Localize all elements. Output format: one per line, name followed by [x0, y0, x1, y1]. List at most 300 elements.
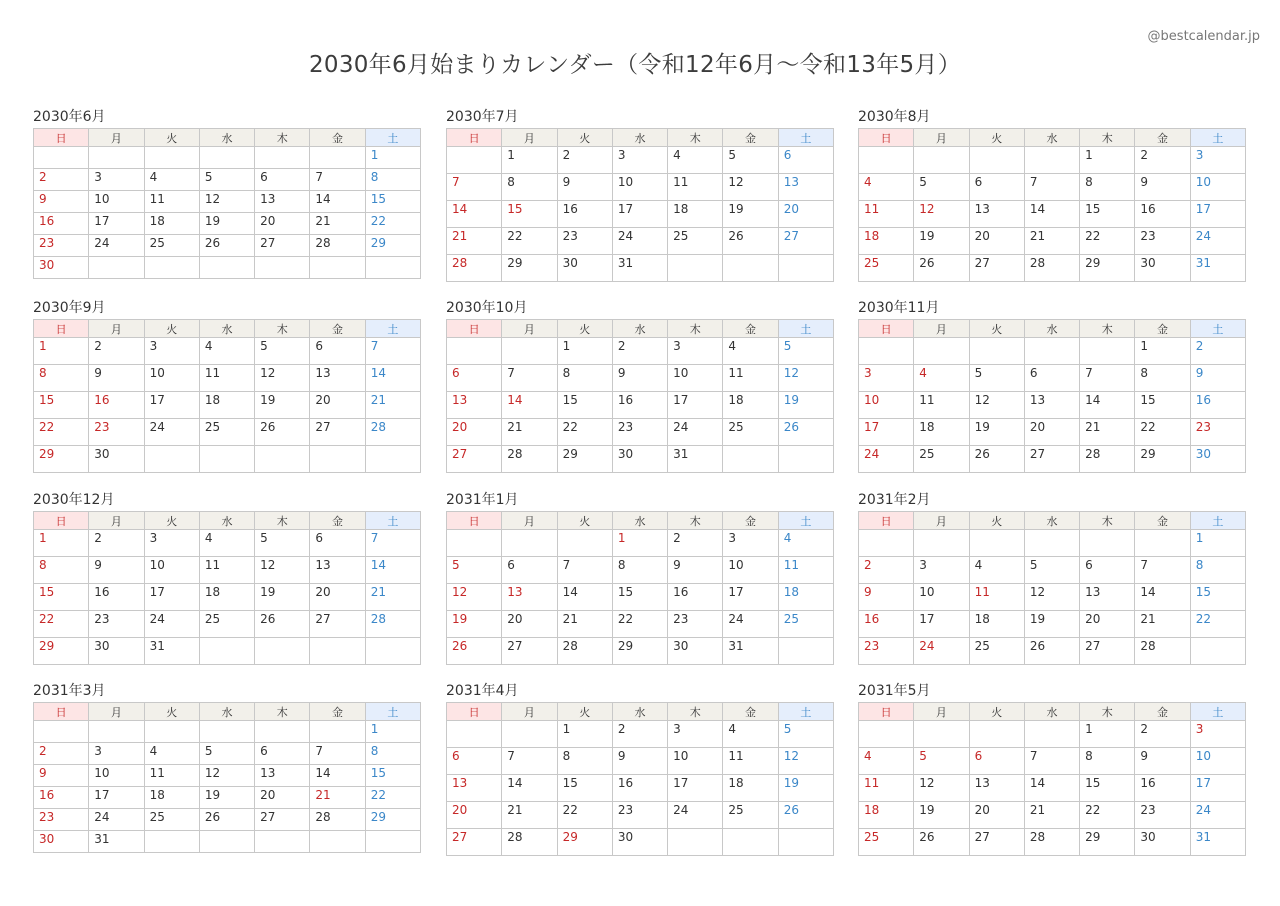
day-cell[interactable]: 19 — [778, 392, 833, 419]
day-cell[interactable]: 10 — [723, 557, 778, 584]
day-cell[interactable]: 11 — [199, 365, 254, 392]
day-cell[interactable]: 9 — [612, 748, 667, 775]
day-cell[interactable]: 22 — [1080, 228, 1135, 255]
day-cell[interactable]: 12 — [914, 775, 969, 802]
day-cell[interactable]: 24 — [723, 611, 778, 638]
day-cell[interactable]: 4 — [723, 721, 778, 748]
day-cell[interactable]: 18 — [969, 611, 1024, 638]
day-cell[interactable]: 6 — [1024, 365, 1079, 392]
day-cell[interactable]: 8 — [612, 557, 667, 584]
day-cell[interactable]: 12 — [447, 584, 502, 611]
day-cell[interactable]: 25 — [199, 611, 254, 638]
day-cell[interactable]: 26 — [969, 446, 1024, 473]
day-cell[interactable]: 23 — [89, 419, 144, 446]
day-cell[interactable]: 17 — [144, 584, 199, 611]
day-cell[interactable]: 16 — [557, 201, 612, 228]
day-cell[interactable]: 9 — [34, 191, 89, 213]
day-cell[interactable]: 26 — [255, 611, 310, 638]
day-cell[interactable]: 2 — [89, 530, 144, 557]
day-cell[interactable]: 9 — [1190, 365, 1245, 392]
day-cell[interactable]: 29 — [557, 446, 612, 473]
day-cell[interactable]: 9 — [859, 584, 914, 611]
day-cell[interactable]: 28 — [1135, 638, 1190, 665]
day-cell[interactable]: 19 — [199, 787, 254, 809]
day-cell[interactable]: 6 — [447, 365, 502, 392]
day-cell[interactable]: 4 — [199, 530, 254, 557]
day-cell[interactable]: 14 — [1135, 584, 1190, 611]
day-cell[interactable]: 22 — [365, 213, 420, 235]
day-cell[interactable]: 26 — [1024, 638, 1079, 665]
day-cell[interactable]: 10 — [668, 365, 723, 392]
day-cell[interactable]: 25 — [778, 611, 833, 638]
day-cell[interactable]: 1 — [502, 147, 557, 174]
day-cell[interactable]: 21 — [502, 802, 557, 829]
day-cell[interactable]: 8 — [1080, 174, 1135, 201]
day-cell[interactable]: 12 — [255, 365, 310, 392]
day-cell[interactable]: 6 — [310, 338, 365, 365]
day-cell[interactable]: 5 — [199, 169, 254, 191]
day-cell[interactable]: 7 — [365, 338, 420, 365]
day-cell[interactable]: 23 — [34, 809, 89, 831]
day-cell[interactable]: 29 — [1135, 446, 1190, 473]
day-cell[interactable]: 19 — [914, 802, 969, 829]
day-cell[interactable]: 8 — [1135, 365, 1190, 392]
day-cell[interactable]: 1 — [1135, 338, 1190, 365]
day-cell[interactable]: 6 — [969, 748, 1024, 775]
day-cell[interactable]: 12 — [778, 365, 833, 392]
day-cell[interactable]: 1 — [557, 338, 612, 365]
day-cell[interactable]: 26 — [199, 809, 254, 831]
day-cell[interactable]: 25 — [723, 419, 778, 446]
day-cell[interactable]: 19 — [255, 392, 310, 419]
day-cell[interactable]: 6 — [1080, 557, 1135, 584]
day-cell[interactable]: 28 — [1024, 255, 1079, 282]
day-cell[interactable]: 5 — [723, 147, 778, 174]
day-cell[interactable]: 16 — [34, 213, 89, 235]
day-cell[interactable]: 28 — [1024, 829, 1079, 856]
day-cell[interactable]: 8 — [502, 174, 557, 201]
day-cell[interactable]: 20 — [447, 419, 502, 446]
day-cell[interactable]: 17 — [1190, 201, 1245, 228]
day-cell[interactable]: 15 — [365, 765, 420, 787]
day-cell[interactable]: 29 — [557, 829, 612, 856]
day-cell[interactable]: 14 — [502, 775, 557, 802]
day-cell[interactable]: 28 — [310, 235, 365, 257]
day-cell[interactable]: 2 — [1190, 338, 1245, 365]
day-cell[interactable]: 1 — [365, 147, 420, 169]
day-cell[interactable]: 17 — [914, 611, 969, 638]
day-cell[interactable]: 26 — [199, 235, 254, 257]
day-cell[interactable]: 18 — [859, 802, 914, 829]
day-cell[interactable]: 9 — [612, 365, 667, 392]
day-cell[interactable]: 2 — [1135, 147, 1190, 174]
day-cell[interactable]: 10 — [1190, 748, 1245, 775]
day-cell[interactable]: 5 — [447, 557, 502, 584]
day-cell[interactable]: 11 — [723, 365, 778, 392]
day-cell[interactable]: 5 — [255, 338, 310, 365]
day-cell[interactable]: 3 — [859, 365, 914, 392]
day-cell[interactable]: 7 — [502, 365, 557, 392]
day-cell[interactable]: 11 — [144, 191, 199, 213]
day-cell[interactable]: 30 — [1190, 446, 1245, 473]
day-cell[interactable]: 8 — [365, 169, 420, 191]
day-cell[interactable]: 30 — [557, 255, 612, 282]
day-cell[interactable]: 7 — [310, 169, 365, 191]
day-cell[interactable]: 17 — [144, 392, 199, 419]
day-cell[interactable]: 4 — [199, 338, 254, 365]
day-cell[interactable]: 19 — [778, 775, 833, 802]
day-cell[interactable]: 19 — [1024, 611, 1079, 638]
day-cell[interactable]: 8 — [557, 365, 612, 392]
day-cell[interactable]: 12 — [199, 191, 254, 213]
day-cell[interactable]: 26 — [255, 419, 310, 446]
day-cell[interactable]: 30 — [34, 831, 89, 853]
day-cell[interactable]: 3 — [612, 147, 667, 174]
day-cell[interactable]: 13 — [969, 201, 1024, 228]
day-cell[interactable]: 10 — [89, 765, 144, 787]
day-cell[interactable]: 9 — [89, 365, 144, 392]
day-cell[interactable]: 26 — [778, 802, 833, 829]
day-cell[interactable]: 10 — [914, 584, 969, 611]
day-cell[interactable]: 16 — [859, 611, 914, 638]
day-cell[interactable]: 24 — [668, 419, 723, 446]
day-cell[interactable]: 4 — [969, 557, 1024, 584]
day-cell[interactable]: 16 — [612, 775, 667, 802]
day-cell[interactable]: 25 — [144, 809, 199, 831]
day-cell[interactable]: 31 — [1190, 829, 1245, 856]
day-cell[interactable]: 15 — [557, 775, 612, 802]
day-cell[interactable]: 3 — [1190, 147, 1245, 174]
day-cell[interactable]: 13 — [447, 775, 502, 802]
day-cell[interactable]: 4 — [144, 743, 199, 765]
day-cell[interactable]: 27 — [502, 638, 557, 665]
day-cell[interactable]: 22 — [502, 228, 557, 255]
day-cell[interactable]: 28 — [1080, 446, 1135, 473]
day-cell[interactable]: 6 — [502, 557, 557, 584]
day-cell[interactable]: 12 — [255, 557, 310, 584]
day-cell[interactable]: 8 — [34, 557, 89, 584]
day-cell[interactable]: 24 — [859, 446, 914, 473]
day-cell[interactable]: 11 — [969, 584, 1024, 611]
day-cell[interactable]: 5 — [778, 721, 833, 748]
day-cell[interactable]: 10 — [1190, 174, 1245, 201]
day-cell[interactable]: 22 — [557, 419, 612, 446]
day-cell[interactable]: 19 — [255, 584, 310, 611]
day-cell[interactable]: 4 — [668, 147, 723, 174]
day-cell[interactable]: 17 — [89, 213, 144, 235]
day-cell[interactable]: 5 — [914, 174, 969, 201]
day-cell[interactable]: 30 — [34, 257, 89, 279]
day-cell[interactable]: 20 — [502, 611, 557, 638]
day-cell[interactable]: 14 — [310, 765, 365, 787]
day-cell[interactable]: 15 — [1135, 392, 1190, 419]
day-cell[interactable]: 23 — [612, 419, 667, 446]
day-cell[interactable]: 11 — [859, 201, 914, 228]
day-cell[interactable]: 4 — [859, 174, 914, 201]
day-cell[interactable]: 24 — [1190, 228, 1245, 255]
day-cell[interactable]: 23 — [1135, 802, 1190, 829]
day-cell[interactable]: 1 — [612, 530, 667, 557]
day-cell[interactable]: 2 — [1135, 721, 1190, 748]
day-cell[interactable]: 29 — [365, 809, 420, 831]
day-cell[interactable]: 20 — [255, 787, 310, 809]
day-cell[interactable]: 29 — [1080, 829, 1135, 856]
day-cell[interactable]: 22 — [612, 611, 667, 638]
day-cell[interactable]: 27 — [310, 419, 365, 446]
day-cell[interactable]: 2 — [89, 338, 144, 365]
day-cell[interactable]: 20 — [1024, 419, 1079, 446]
day-cell[interactable]: 14 — [447, 201, 502, 228]
day-cell[interactable]: 4 — [144, 169, 199, 191]
day-cell[interactable]: 2 — [668, 530, 723, 557]
day-cell[interactable]: 20 — [255, 213, 310, 235]
day-cell[interactable]: 23 — [668, 611, 723, 638]
day-cell[interactable]: 26 — [914, 829, 969, 856]
day-cell[interactable]: 7 — [1024, 174, 1079, 201]
day-cell[interactable]: 3 — [668, 721, 723, 748]
day-cell[interactable]: 1 — [34, 338, 89, 365]
day-cell[interactable]: 27 — [310, 611, 365, 638]
day-cell[interactable]: 18 — [859, 228, 914, 255]
site-credit[interactable]: @bestcalendar.jp — [1147, 29, 1260, 44]
day-cell[interactable]: 16 — [1190, 392, 1245, 419]
day-cell[interactable]: 13 — [1080, 584, 1135, 611]
day-cell[interactable]: 24 — [144, 611, 199, 638]
day-cell[interactable]: 21 — [502, 419, 557, 446]
day-cell[interactable]: 4 — [778, 530, 833, 557]
day-cell[interactable]: 29 — [34, 638, 89, 665]
day-cell[interactable]: 22 — [34, 611, 89, 638]
day-cell[interactable]: 3 — [668, 338, 723, 365]
day-cell[interactable]: 30 — [668, 638, 723, 665]
day-cell[interactable]: 18 — [668, 201, 723, 228]
day-cell[interactable]: 16 — [1135, 201, 1190, 228]
day-cell[interactable]: 9 — [34, 765, 89, 787]
day-cell[interactable]: 3 — [1190, 721, 1245, 748]
day-cell[interactable]: 11 — [859, 775, 914, 802]
day-cell[interactable]: 20 — [778, 201, 833, 228]
day-cell[interactable]: 22 — [365, 787, 420, 809]
day-cell[interactable]: 23 — [89, 611, 144, 638]
day-cell[interactable]: 15 — [1080, 201, 1135, 228]
day-cell[interactable]: 14 — [557, 584, 612, 611]
day-cell[interactable]: 29 — [1080, 255, 1135, 282]
day-cell[interactable]: 29 — [612, 638, 667, 665]
day-cell[interactable]: 21 — [1080, 419, 1135, 446]
day-cell[interactable]: 14 — [1080, 392, 1135, 419]
day-cell[interactable]: 19 — [447, 611, 502, 638]
day-cell[interactable]: 27 — [969, 829, 1024, 856]
day-cell[interactable]: 10 — [89, 191, 144, 213]
day-cell[interactable]: 7 — [1135, 557, 1190, 584]
day-cell[interactable]: 2 — [612, 338, 667, 365]
day-cell[interactable]: 19 — [914, 228, 969, 255]
day-cell[interactable]: 24 — [89, 809, 144, 831]
day-cell[interactable]: 30 — [89, 638, 144, 665]
day-cell[interactable]: 14 — [1024, 775, 1079, 802]
day-cell[interactable]: 27 — [1080, 638, 1135, 665]
day-cell[interactable]: 4 — [859, 748, 914, 775]
day-cell[interactable]: 21 — [310, 213, 365, 235]
day-cell[interactable]: 5 — [914, 748, 969, 775]
day-cell[interactable]: 23 — [612, 802, 667, 829]
day-cell[interactable]: 11 — [723, 748, 778, 775]
day-cell[interactable]: 3 — [144, 338, 199, 365]
day-cell[interactable]: 6 — [447, 748, 502, 775]
day-cell[interactable]: 21 — [1024, 802, 1079, 829]
day-cell[interactable]: 23 — [34, 235, 89, 257]
day-cell[interactable]: 30 — [1135, 829, 1190, 856]
day-cell[interactable]: 10 — [144, 365, 199, 392]
day-cell[interactable]: 31 — [89, 831, 144, 853]
day-cell[interactable]: 3 — [89, 743, 144, 765]
day-cell[interactable]: 8 — [365, 743, 420, 765]
day-cell[interactable]: 15 — [1190, 584, 1245, 611]
day-cell[interactable]: 13 — [310, 365, 365, 392]
day-cell[interactable]: 8 — [557, 748, 612, 775]
day-cell[interactable]: 10 — [668, 748, 723, 775]
day-cell[interactable]: 16 — [89, 584, 144, 611]
day-cell[interactable]: 8 — [1190, 557, 1245, 584]
day-cell[interactable]: 12 — [914, 201, 969, 228]
day-cell[interactable]: 31 — [723, 638, 778, 665]
day-cell[interactable]: 9 — [89, 557, 144, 584]
day-cell[interactable]: 17 — [612, 201, 667, 228]
day-cell[interactable]: 11 — [144, 765, 199, 787]
day-cell[interactable]: 19 — [723, 201, 778, 228]
day-cell[interactable]: 22 — [1190, 611, 1245, 638]
day-cell[interactable]: 21 — [557, 611, 612, 638]
day-cell[interactable]: 9 — [668, 557, 723, 584]
day-cell[interactable]: 14 — [502, 392, 557, 419]
day-cell[interactable]: 16 — [89, 392, 144, 419]
day-cell[interactable]: 24 — [144, 419, 199, 446]
day-cell[interactable]: 7 — [310, 743, 365, 765]
day-cell[interactable]: 5 — [199, 743, 254, 765]
day-cell[interactable]: 30 — [89, 446, 144, 473]
day-cell[interactable]: 20 — [1080, 611, 1135, 638]
day-cell[interactable]: 31 — [668, 446, 723, 473]
day-cell[interactable]: 30 — [1135, 255, 1190, 282]
day-cell[interactable]: 27 — [447, 829, 502, 856]
day-cell[interactable]: 25 — [668, 228, 723, 255]
day-cell[interactable]: 31 — [1190, 255, 1245, 282]
day-cell[interactable]: 17 — [723, 584, 778, 611]
day-cell[interactable]: 20 — [310, 392, 365, 419]
day-cell[interactable]: 25 — [914, 446, 969, 473]
day-cell[interactable]: 3 — [723, 530, 778, 557]
day-cell[interactable]: 23 — [1135, 228, 1190, 255]
day-cell[interactable]: 6 — [969, 174, 1024, 201]
day-cell[interactable]: 22 — [1080, 802, 1135, 829]
day-cell[interactable]: 13 — [447, 392, 502, 419]
day-cell[interactable]: 31 — [144, 638, 199, 665]
day-cell[interactable]: 26 — [914, 255, 969, 282]
day-cell[interactable]: 27 — [255, 235, 310, 257]
day-cell[interactable]: 7 — [1080, 365, 1135, 392]
day-cell[interactable]: 6 — [255, 743, 310, 765]
day-cell[interactable]: 14 — [1024, 201, 1079, 228]
day-cell[interactable]: 13 — [778, 174, 833, 201]
day-cell[interactable]: 1 — [1080, 147, 1135, 174]
day-cell[interactable]: 12 — [1024, 584, 1079, 611]
day-cell[interactable]: 27 — [969, 255, 1024, 282]
day-cell[interactable]: 13 — [1024, 392, 1079, 419]
day-cell[interactable]: 11 — [199, 557, 254, 584]
day-cell[interactable]: 20 — [447, 802, 502, 829]
day-cell[interactable]: 4 — [723, 338, 778, 365]
day-cell[interactable]: 13 — [255, 191, 310, 213]
day-cell[interactable]: 8 — [1080, 748, 1135, 775]
day-cell[interactable]: 16 — [34, 787, 89, 809]
day-cell[interactable]: 17 — [859, 419, 914, 446]
day-cell[interactable]: 1 — [365, 721, 420, 743]
day-cell[interactable]: 23 — [1190, 419, 1245, 446]
day-cell[interactable]: 10 — [859, 392, 914, 419]
day-cell[interactable]: 4 — [914, 365, 969, 392]
day-cell[interactable]: 3 — [89, 169, 144, 191]
day-cell[interactable]: 19 — [199, 213, 254, 235]
day-cell[interactable]: 14 — [365, 557, 420, 584]
day-cell[interactable]: 1 — [557, 721, 612, 748]
day-cell[interactable]: 17 — [89, 787, 144, 809]
day-cell[interactable]: 18 — [199, 392, 254, 419]
day-cell[interactable]: 17 — [668, 392, 723, 419]
day-cell[interactable]: 8 — [34, 365, 89, 392]
day-cell[interactable]: 16 — [668, 584, 723, 611]
day-cell[interactable]: 25 — [859, 829, 914, 856]
day-cell[interactable]: 12 — [969, 392, 1024, 419]
day-cell[interactable]: 9 — [557, 174, 612, 201]
day-cell[interactable]: 30 — [612, 446, 667, 473]
day-cell[interactable]: 28 — [557, 638, 612, 665]
day-cell[interactable]: 21 — [310, 787, 365, 809]
day-cell[interactable]: 9 — [1135, 748, 1190, 775]
day-cell[interactable]: 25 — [199, 419, 254, 446]
day-cell[interactable]: 28 — [365, 419, 420, 446]
day-cell[interactable]: 7 — [1024, 748, 1079, 775]
day-cell[interactable]: 18 — [723, 775, 778, 802]
day-cell[interactable]: 15 — [557, 392, 612, 419]
day-cell[interactable]: 6 — [778, 147, 833, 174]
day-cell[interactable]: 24 — [914, 638, 969, 665]
day-cell[interactable]: 12 — [199, 765, 254, 787]
day-cell[interactable]: 22 — [557, 802, 612, 829]
day-cell[interactable]: 16 — [1135, 775, 1190, 802]
day-cell[interactable]: 11 — [668, 174, 723, 201]
day-cell[interactable]: 25 — [969, 638, 1024, 665]
day-cell[interactable]: 5 — [778, 338, 833, 365]
day-cell[interactable]: 27 — [778, 228, 833, 255]
day-cell[interactable]: 18 — [723, 392, 778, 419]
day-cell[interactable]: 28 — [310, 809, 365, 831]
day-cell[interactable]: 23 — [557, 228, 612, 255]
day-cell[interactable]: 13 — [502, 584, 557, 611]
day-cell[interactable]: 17 — [668, 775, 723, 802]
day-cell[interactable]: 7 — [557, 557, 612, 584]
day-cell[interactable]: 18 — [144, 213, 199, 235]
day-cell[interactable]: 7 — [365, 530, 420, 557]
day-cell[interactable]: 17 — [1190, 775, 1245, 802]
day-cell[interactable]: 21 — [1135, 611, 1190, 638]
day-cell[interactable]: 22 — [1135, 419, 1190, 446]
day-cell[interactable]: 14 — [310, 191, 365, 213]
day-cell[interactable]: 3 — [144, 530, 199, 557]
day-cell[interactable]: 25 — [144, 235, 199, 257]
day-cell[interactable]: 14 — [365, 365, 420, 392]
day-cell[interactable]: 24 — [668, 802, 723, 829]
day-cell[interactable]: 7 — [447, 174, 502, 201]
